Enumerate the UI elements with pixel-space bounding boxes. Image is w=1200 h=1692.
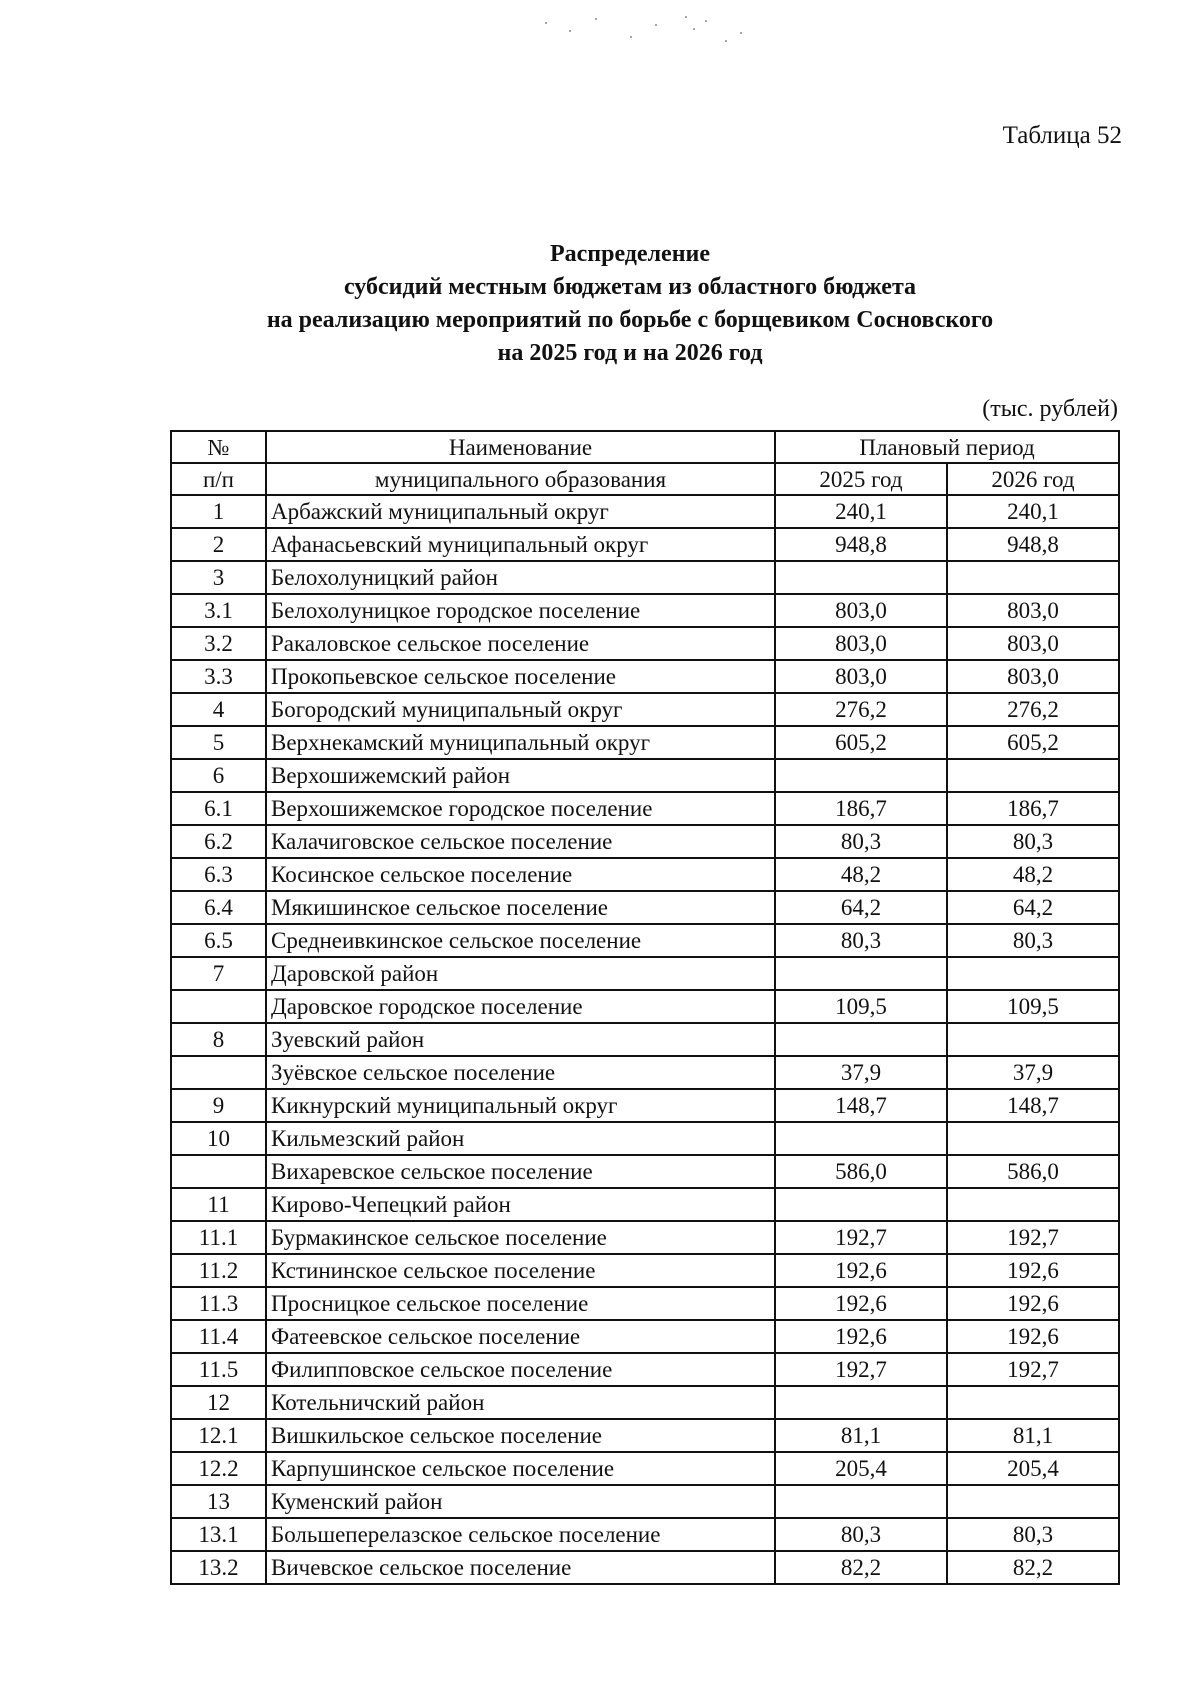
scan-noise [535,10,765,58]
municipality-name-cell: Калачиговское сельское поселение [266,825,775,858]
header-year-2026: 2026 год [947,463,1119,495]
value-2025-cell: 80,3 [775,924,947,957]
value-2025-cell: 605,2 [775,726,947,759]
header-name-line2: муниципального образования [266,463,775,495]
budget-table [170,430,1120,1585]
value-2025-cell [775,1122,947,1155]
municipality-name-cell: Кстининское сельское поселение [266,1254,775,1287]
value-2025-cell: 192,6 [775,1320,947,1353]
municipality-name-cell: Карпушинское сельское поселение [266,1452,775,1485]
table-row [171,1089,1119,1122]
value-2025-cell [775,1188,947,1221]
table-row [171,1419,1119,1452]
row-number-cell: 11.4 [171,1320,266,1353]
value-2025-cell: 148,7 [775,1089,947,1122]
value-2026-cell [947,1122,1119,1155]
title-line-4: на 2025 год и на 2026 год [497,340,763,366]
table-row [171,1551,1119,1584]
value-2025-cell: 276,2 [775,693,947,726]
table-row [171,1485,1119,1518]
value-2025-cell [775,561,947,594]
row-number-cell: 3.2 [171,627,266,660]
row-number-cell: 1 [171,495,266,528]
document-title [0,238,1200,370]
table-row [171,627,1119,660]
value-2026-cell [947,957,1119,990]
table-row [171,924,1119,957]
value-2025-cell: 81,1 [775,1419,947,1452]
value-2025-cell: 82,2 [775,1551,947,1584]
value-2026-cell: 803,0 [947,660,1119,693]
table-row [171,1221,1119,1254]
value-2026-cell: 148,7 [947,1089,1119,1122]
row-number-cell: 3.3 [171,660,266,693]
value-2026-cell: 192,7 [947,1353,1119,1386]
value-2026-cell: 803,0 [947,627,1119,660]
table-row [171,1023,1119,1056]
value-2026-cell: 48,2 [947,858,1119,891]
header-row-1 [171,431,1119,463]
row-number-cell: 13.2 [171,1551,266,1584]
row-number-cell: 13 [171,1485,266,1518]
table-row [171,495,1119,528]
table-row [171,891,1119,924]
value-2025-cell: 192,7 [775,1353,947,1386]
value-2025-cell: 240,1 [775,495,947,528]
municipality-name-cell: Верхошижемское городское поселение [266,792,775,825]
table-row [171,1320,1119,1353]
row-number-cell: 8 [171,1023,266,1056]
row-number-cell: 6 [171,759,266,792]
value-2026-cell [947,1188,1119,1221]
row-number-cell: 6.2 [171,825,266,858]
value-2026-cell: 186,7 [947,792,1119,825]
value-2025-cell: 64,2 [775,891,947,924]
value-2026-cell [947,1023,1119,1056]
table-row [171,759,1119,792]
table-row [171,1188,1119,1221]
row-number-cell: 11.1 [171,1221,266,1254]
value-2025-cell: 80,3 [775,825,947,858]
value-2025-cell [775,1386,947,1419]
value-2025-cell: 37,9 [775,1056,947,1089]
table-row [171,1452,1119,1485]
municipality-name-cell: Афанасьевский муниципальный округ [266,528,775,561]
header-num-line1: № [171,431,266,463]
row-number-cell: 6.3 [171,858,266,891]
table-row [171,660,1119,693]
row-number-cell [171,1155,266,1188]
row-number-cell: 10 [171,1122,266,1155]
municipality-name-cell: Белохолуницкое городское поселение [266,594,775,627]
municipality-name-cell: Кирово-Чепецкий район [266,1188,775,1221]
value-2025-cell: 948,8 [775,528,947,561]
table-row [171,1122,1119,1155]
municipality-name-cell: Белохолуницкий район [266,561,775,594]
table-body [171,495,1119,1584]
title-line-3: на реализацию мероприятий по борьбе с борщевиком Сосновского [266,307,994,333]
municipality-name-cell: Даровской район [266,957,775,990]
row-number-cell: 3 [171,561,266,594]
table-row [171,726,1119,759]
value-2026-cell: 80,3 [947,825,1119,858]
table-row [171,1056,1119,1089]
municipality-name-cell: Филипповское сельское поселение [266,1353,775,1386]
row-number-cell: 6.4 [171,891,266,924]
value-2025-cell: 205,4 [775,1452,947,1485]
table-row [171,1155,1119,1188]
municipality-name-cell: Кильмезский район [266,1122,775,1155]
table-row [171,792,1119,825]
value-2026-cell: 948,8 [947,528,1119,561]
value-2026-cell: 80,3 [947,1518,1119,1551]
row-number-cell: 11 [171,1188,266,1221]
row-number-cell: 2 [171,528,266,561]
municipality-name-cell: Вичевское сельское поселение [266,1551,775,1584]
value-2026-cell: 586,0 [947,1155,1119,1188]
table-row [171,1254,1119,1287]
table-row [171,825,1119,858]
row-number-cell [171,990,266,1023]
value-2026-cell: 192,6 [947,1287,1119,1320]
value-2026-cell: 605,2 [947,726,1119,759]
municipality-name-cell: Мякишинское сельское поселение [266,891,775,924]
table-row [171,1386,1119,1419]
header-row-2 [171,463,1119,495]
table-row [171,1518,1119,1551]
value-2025-cell [775,759,947,792]
table-row [171,693,1119,726]
header-num-line2: п/п [171,463,266,495]
municipality-name-cell: Вишкильское сельское поселение [266,1419,775,1452]
row-number-cell: 6.1 [171,792,266,825]
value-2025-cell [775,1485,947,1518]
municipality-name-cell: Среднеивкинское сельское поселение [266,924,775,957]
municipality-name-cell: Бурмакинское сельское поселение [266,1221,775,1254]
municipality-name-cell: Куменский район [266,1485,775,1518]
value-2026-cell [947,1485,1119,1518]
table-row [171,528,1119,561]
municipality-name-cell: Богородский муниципальный округ [266,693,775,726]
value-2025-cell: 586,0 [775,1155,947,1188]
value-2026-cell: 64,2 [947,891,1119,924]
municipality-name-cell: Ракаловское сельское поселение [266,627,775,660]
table-row [171,1287,1119,1320]
row-number-cell: 4 [171,693,266,726]
municipality-name-cell: Зуевский район [266,1023,775,1056]
table-row [171,594,1119,627]
value-2025-cell [775,1023,947,1056]
value-2025-cell: 48,2 [775,858,947,891]
value-2026-cell [947,759,1119,792]
header-year-2025: 2025 год [775,463,947,495]
value-2026-cell: 803,0 [947,594,1119,627]
value-2025-cell: 192,7 [775,1221,947,1254]
value-2026-cell: 240,1 [947,495,1119,528]
header-name-line1: Наименование [266,431,775,463]
row-number-cell: 12 [171,1386,266,1419]
row-number-cell: 9 [171,1089,266,1122]
value-2026-cell: 37,9 [947,1056,1119,1089]
value-2025-cell: 803,0 [775,627,947,660]
row-number-cell: 12.2 [171,1452,266,1485]
value-2026-cell [947,561,1119,594]
value-2025-cell: 803,0 [775,594,947,627]
row-number-cell: 3.1 [171,594,266,627]
value-2026-cell: 109,5 [947,990,1119,1023]
municipality-name-cell: Кикнурский муниципальный округ [266,1089,775,1122]
table-row [171,957,1119,990]
row-number-cell [171,1056,266,1089]
table-row [171,1353,1119,1386]
row-number-cell: 11.3 [171,1287,266,1320]
table-row [171,561,1119,594]
municipality-name-cell: Просницкое сельское поселение [266,1287,775,1320]
units-label: (тыс. рублей) [982,396,1118,422]
municipality-name-cell: Вихаревское сельское поселение [266,1155,775,1188]
value-2026-cell: 276,2 [947,693,1119,726]
table-row [171,858,1119,891]
value-2026-cell [947,1386,1119,1419]
value-2025-cell: 192,6 [775,1287,947,1320]
value-2026-cell: 192,6 [947,1254,1119,1287]
table-number-label: Таблица 52 [1002,122,1122,149]
value-2026-cell: 82,2 [947,1551,1119,1584]
municipality-name-cell: Верхнекамский муниципальный округ [266,726,775,759]
municipality-name-cell: Арбажский муниципальный округ [266,495,775,528]
value-2026-cell: 205,4 [947,1452,1119,1485]
row-number-cell: 7 [171,957,266,990]
value-2025-cell: 186,7 [775,792,947,825]
row-number-cell: 11.5 [171,1353,266,1386]
municipality-name-cell: Прокопьевское сельское поселение [266,660,775,693]
value-2025-cell: 192,6 [775,1254,947,1287]
value-2025-cell [775,957,947,990]
row-number-cell: 6.5 [171,924,266,957]
value-2025-cell: 109,5 [775,990,947,1023]
municipality-name-cell: Большеперелазское сельское поселение [266,1518,775,1551]
municipality-name-cell: Фатеевское сельское поселение [266,1320,775,1353]
value-2026-cell: 80,3 [947,924,1119,957]
value-2025-cell: 803,0 [775,660,947,693]
header-period: Плановый период [775,431,1119,463]
value-2026-cell: 192,6 [947,1320,1119,1353]
row-number-cell: 12.1 [171,1419,266,1452]
value-2025-cell: 80,3 [775,1518,947,1551]
municipality-name-cell: Верхошижемский район [266,759,775,792]
title-line-2: субсидий местным бюджетам из областного бюджета [343,274,917,300]
row-number-cell: 11.2 [171,1254,266,1287]
value-2026-cell: 81,1 [947,1419,1119,1452]
value-2026-cell: 192,7 [947,1221,1119,1254]
table-row [171,990,1119,1023]
title-line-1: Распределение [549,241,711,267]
row-number-cell: 13.1 [171,1518,266,1551]
municipality-name-cell: Зуёвское сельское поселение [266,1056,775,1089]
municipality-name-cell: Котельничский район [266,1386,775,1419]
municipality-name-cell: Даровское городское поселение [266,990,775,1023]
row-number-cell: 5 [171,726,266,759]
municipality-name-cell: Косинское сельское поселение [266,858,775,891]
